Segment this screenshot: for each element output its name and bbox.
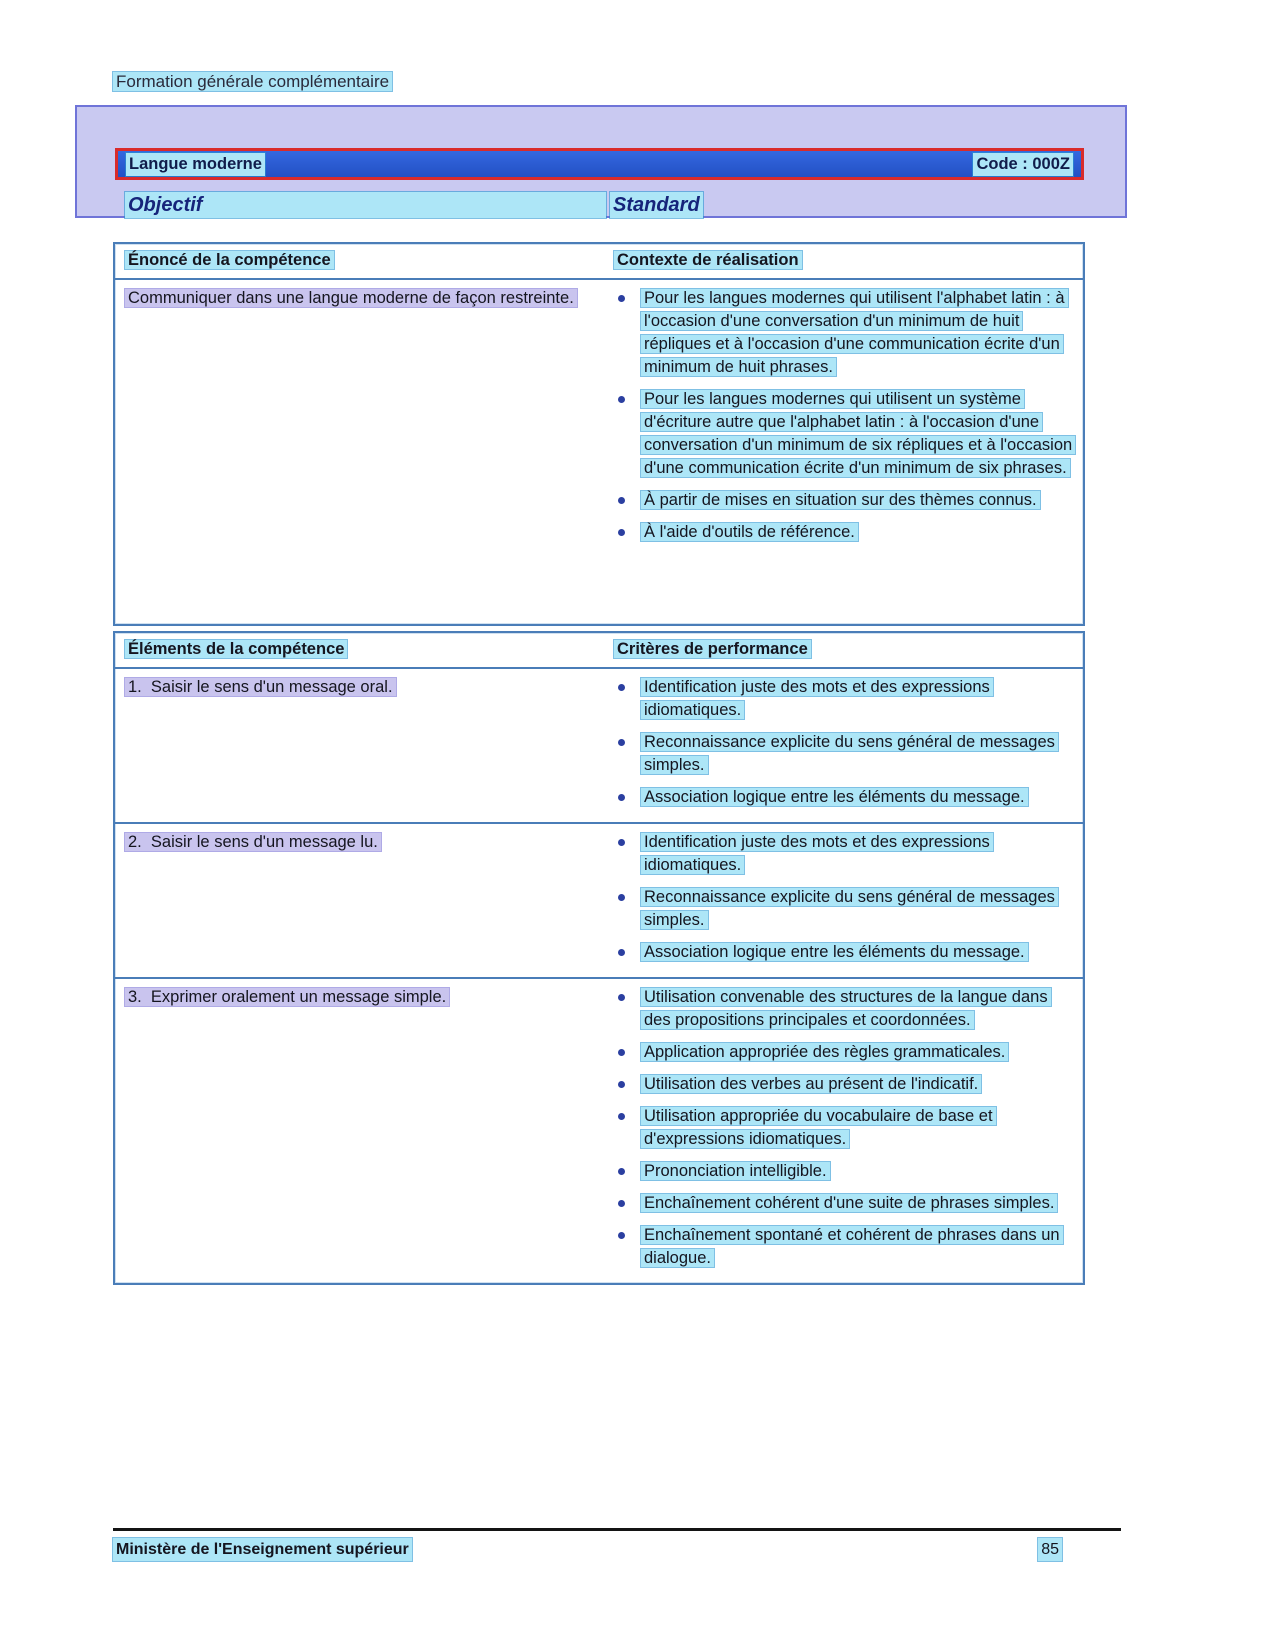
bullet-icon [618, 1200, 625, 1207]
criteria-item-text: Identification juste des mots et des expressions idiomatiques. [641, 833, 993, 874]
course-title-bar [115, 148, 1084, 180]
bullet-icon [618, 1168, 625, 1175]
criteria-item-text: Reconnaissance explicite du sens général de messages simples. [641, 888, 1058, 929]
list-item [614, 1192, 1075, 1215]
criteria-item-text: Reconnaissance explicite du sens général de messages simples. [641, 733, 1058, 774]
list-item [614, 986, 1075, 1032]
header-cell-elements [115, 638, 604, 661]
list-item [614, 1224, 1075, 1270]
list-item [614, 1073, 1075, 1096]
element-cell [115, 986, 604, 1270]
list-item [614, 489, 1075, 512]
context-item-text: Pour les langues modernes qui utilisent l'alphabet latin : à l'occasion d'une conversation d'un minimum de huit répliques et à l'occasion d'une communication écrite d'un minimum de huit phrases. [641, 289, 1068, 376]
table-row [115, 280, 1083, 557]
page-number: 85 [1038, 1538, 1062, 1561]
header-elements-text: Éléments de la compétence [125, 640, 347, 658]
element-text: 1. Saisir le sens d'un message oral. [125, 678, 396, 696]
course-title: Langue moderne [126, 153, 265, 176]
ministry-name: Ministère de l'Enseignement supérieur [113, 1538, 412, 1561]
context-item-text: Pour les langues modernes qui utilisent un système d'écriture autre que l'alphabet latin : à l'occasion d'une conversation d'un minimum de six répliques et à l'occasion d'une communication écrite d'un minimum de six phrases. [641, 390, 1075, 477]
element-cell [115, 831, 604, 964]
bullet-icon [618, 894, 625, 901]
header-enonce-text: Énoncé de la compétence [125, 251, 334, 269]
bullet-icon [618, 949, 625, 956]
criteria-list [604, 831, 1083, 964]
table-row [115, 669, 1083, 822]
competence-statement-cell [115, 287, 604, 544]
list-item [614, 831, 1075, 877]
criteria-item-text: Identification juste des mots et des expressions idiomatiques. [641, 678, 993, 719]
page-header-text: Formation générale complémentaire [113, 72, 392, 91]
criteria-item-text: Association logique entre les éléments du message. [641, 788, 1028, 806]
header-cell-contexte [604, 249, 1083, 272]
header-contexte-text: Contexte de réalisation [614, 251, 802, 269]
header-criteres-text: Critères de performance [614, 640, 811, 658]
bullet-icon [618, 295, 625, 302]
bullet-icon [618, 994, 625, 1001]
criteria-list [604, 676, 1083, 809]
elements-table-header [115, 633, 1083, 669]
competence-table [113, 242, 1085, 626]
elements-table [113, 631, 1085, 1285]
criteria-item-text: Association logique entre les éléments du message. [641, 943, 1028, 961]
list-item [614, 731, 1075, 777]
table-row [115, 977, 1083, 1283]
bullet-icon [618, 1049, 625, 1056]
list-item [614, 1041, 1075, 1064]
objective-panel [75, 105, 1127, 218]
list-item [614, 941, 1075, 964]
criteria-item-text: Utilisation convenable des structures de la langue dans des propositions principales et coordonnées. [641, 988, 1051, 1029]
competence-table-header [115, 244, 1083, 280]
list-item [614, 786, 1075, 809]
bullet-icon [618, 396, 625, 403]
bullet-icon [618, 794, 625, 801]
list-item [614, 1105, 1075, 1151]
bullet-icon [618, 839, 625, 846]
page-header [113, 70, 392, 93]
header-cell-criteres [604, 638, 1083, 661]
criteria-item-text: Enchaînement cohérent d'une suite de phrases simples. [641, 1194, 1057, 1212]
competence-statement: Communiquer dans une langue moderne de façon restreinte. [125, 289, 577, 307]
criteria-item-text: Application appropriée des règles grammaticales. [641, 1043, 1008, 1061]
context-item-text: À l'aide d'outils de référence. [641, 523, 858, 541]
objectif-heading: Objectif [125, 192, 606, 218]
page-footer [113, 1538, 1062, 1561]
criteria-item-text: Enchaînement spontané et cohérent de phrases dans un dialogue. [641, 1226, 1063, 1267]
list-item [614, 388, 1075, 480]
bullet-icon [618, 1081, 625, 1088]
table-row [115, 822, 1083, 977]
list-item [614, 521, 1075, 544]
criteria-item-text: Utilisation des verbes au présent de l'indicatif. [641, 1075, 981, 1093]
bullet-icon [618, 497, 625, 504]
footer-divider [113, 1528, 1121, 1531]
bullet-icon [618, 1113, 625, 1120]
bullet-icon [618, 529, 625, 536]
list-item [614, 886, 1075, 932]
criteria-item-text: Utilisation appropriée du vocabulaire de base et d'expressions idiomatiques. [641, 1107, 996, 1148]
element-text: 3. Exprimer oralement un message simple. [125, 988, 449, 1006]
section-headings [125, 192, 1085, 218]
bullet-icon [618, 739, 625, 746]
element-text: 2. Saisir le sens d'un message lu. [125, 833, 381, 851]
course-code: Code : 000Z [973, 153, 1073, 176]
bullet-icon [618, 684, 625, 691]
list-item [614, 287, 1075, 379]
element-cell [115, 676, 604, 809]
criteria-item-text: Prononciation intelligible. [641, 1162, 830, 1180]
standard-heading: Standard [610, 192, 703, 218]
list-item [614, 676, 1075, 722]
context-list [604, 287, 1083, 544]
header-cell-enonce [115, 249, 604, 272]
bullet-icon [618, 1232, 625, 1239]
context-item-text: À partir de mises en situation sur des thèmes connus. [641, 491, 1040, 509]
criteria-list [604, 986, 1083, 1270]
list-item [614, 1160, 1075, 1183]
